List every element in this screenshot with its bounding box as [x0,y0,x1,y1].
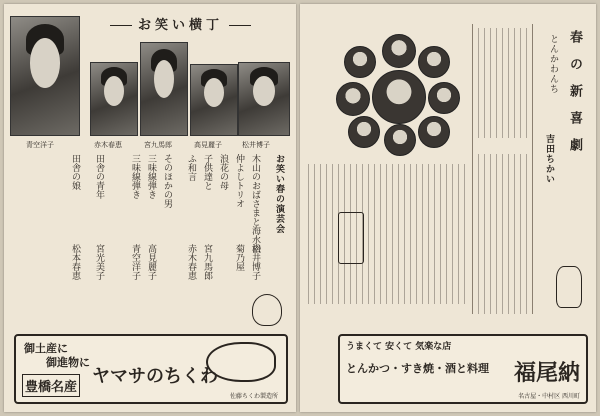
portrait [336,82,370,116]
portrait [382,34,416,68]
program-line: 田舎の娘 [70,154,80,190]
performer-name: 赤木春恵 [186,244,196,280]
program-line: 三味線弾き [146,154,156,199]
portrait [418,116,450,148]
photo-label: 松井博子 [242,141,270,149]
portrait [384,124,416,156]
pot-illustration [556,266,582,308]
portrait [428,82,460,114]
photo-4 [190,64,238,136]
photo-1 [10,16,80,136]
ad-footer: 佐藤ちくわ製造所 [229,393,278,400]
photo-2 [90,62,138,136]
divider [532,24,533,314]
photo-3 [140,42,188,136]
program-line: 子供達と [202,154,212,190]
portrait-center [372,70,426,124]
story-text [308,164,468,304]
ad-line2: 御進物に [46,356,90,369]
photo-label: 宮九馬郎 [144,141,172,149]
ad-footer: 名古屋・中村区 西川町 [518,393,580,400]
restaurant-ad [338,334,588,404]
program-line: ふ和言 [186,154,196,181]
ad-maker: 豊橋名産 [22,374,80,397]
performer-name: 青空洋子 [130,244,140,280]
photo-label: 青空洋子 [26,141,54,149]
cast-list [478,154,528,314]
left-page [4,4,296,412]
performer-name: 宮九馬郎 [202,244,212,280]
program-line: 田舎の青年 [94,154,104,199]
ad-top: うまくて 安くて 気楽な店 [346,342,452,352]
program-line: 仲よしトリオ [234,154,244,208]
plant-illustration [338,212,364,264]
program-line: 三味線弾き [130,154,140,199]
program-title: お笑い春の演芸会 [274,154,284,234]
performer-name: 高見麗子 [146,244,156,280]
program-line: そのほかの男 [162,154,172,208]
chikuwa-ad [14,334,288,404]
program-line: 浪花の母 [218,154,228,190]
photo-5 [238,62,290,136]
ad-line1: 御土産に [24,342,68,355]
performer-name: 松井博子 [250,244,260,280]
performer-name: 菊乃屋 [234,244,244,271]
page-title: 春の新喜劇 [567,30,582,165]
performer-name: 松本春恵 [70,244,80,280]
photo-label: 赤木春恵 [94,141,122,149]
portrait [348,116,380,148]
performer-name: 宮光美子 [94,244,104,280]
page-title: お笑い横丁 [104,14,257,33]
fish-illustration [206,342,276,382]
divider [472,24,473,314]
ad-name: 福尾納 [513,360,580,386]
section-heading: 吉田ちかい [544,134,554,184]
subtitle: とんかわんち [548,34,558,94]
portrait [344,46,376,78]
program-line: 木山のおばさまと海水浴 [250,154,260,253]
photo-label: 高見麗子 [194,141,222,149]
ad-brand: ヤマサのちくわ [92,366,218,387]
ad-items: とんかつ・すき焼・酒と料理 [346,362,489,375]
cast-list [478,28,528,138]
right-page [300,4,596,412]
clown-illustration [252,294,282,326]
portrait [418,46,450,78]
